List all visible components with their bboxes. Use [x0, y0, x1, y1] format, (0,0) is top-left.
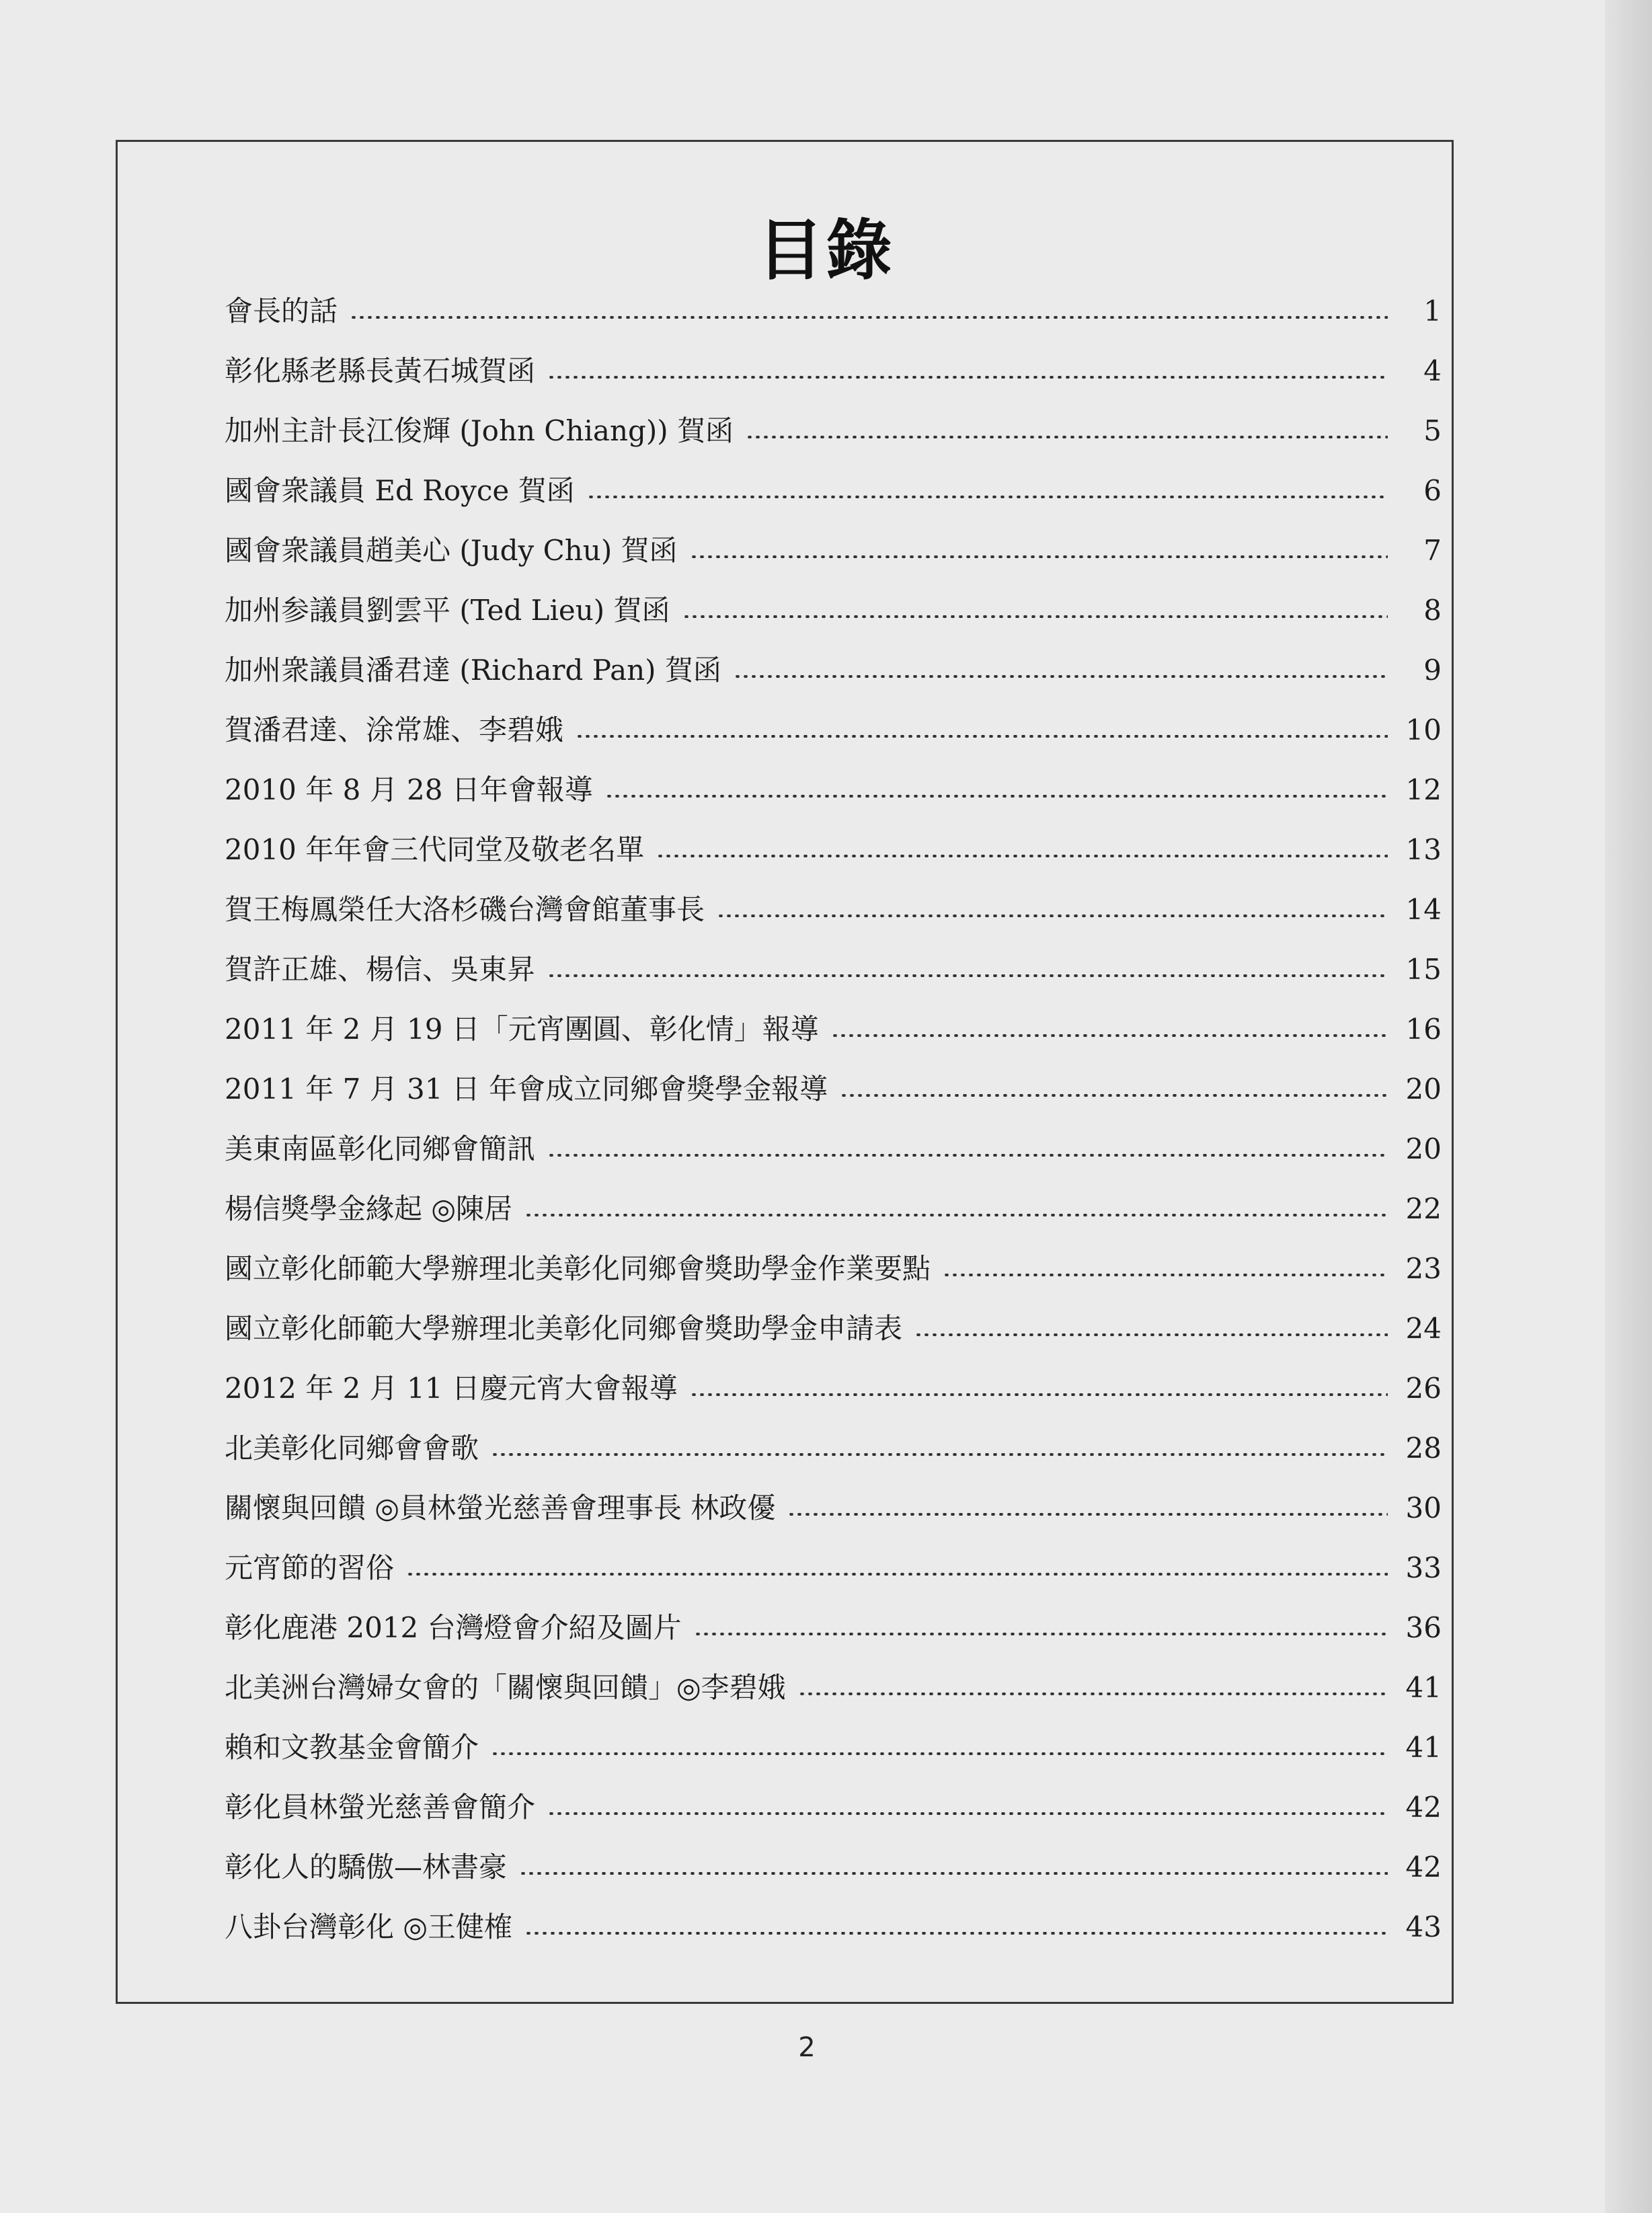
dot-leader — [798, 1693, 1388, 1695]
toc-entry[interactable] — [225, 401, 1442, 461]
toc-entry-page: 41 — [1405, 1731, 1442, 1764]
toc-entry[interactable] — [225, 1538, 1442, 1598]
dot-leader — [831, 1034, 1388, 1037]
toc-entry-title: 國立彰化師範大學辦理北美彰化同鄉會獎助學金申請表 — [225, 1312, 903, 1345]
toc-entry-page: 9 — [1423, 654, 1442, 687]
toc-entry[interactable] — [225, 880, 1442, 939]
toc-entry-title: 關懷與回饋 ◎員林螢光慈善會理事長 林政優 — [225, 1491, 776, 1524]
toc-entry[interactable] — [225, 1897, 1442, 1957]
dot-leader — [690, 1393, 1388, 1396]
toc-entry-title: 會長的話 — [225, 295, 338, 327]
toc-entry-page: 22 — [1405, 1192, 1442, 1225]
toc-entry[interactable] — [225, 700, 1442, 760]
toc-entry-title: 加州参議員劉雲平 (Ted Lieu) 賀函 — [225, 594, 670, 627]
dot-leader — [656, 855, 1388, 857]
toc-entry-page: 1 — [1423, 295, 1442, 327]
toc-entry-title: 美東南區彰化同鄉會簡訊 — [225, 1132, 536, 1165]
dot-leader — [914, 1333, 1388, 1336]
toc-entry[interactable] — [225, 1658, 1442, 1717]
toc-entry-page: 30 — [1405, 1491, 1442, 1524]
dot-leader — [547, 1154, 1388, 1157]
toc-entry[interactable] — [225, 640, 1442, 700]
toc-entry-page: 24 — [1405, 1312, 1442, 1345]
toc-entry-title: 彰化縣老縣長黃石城賀函 — [225, 354, 536, 387]
toc-entry-title: 國會衆議員 Ed Royce 賀函 — [225, 474, 575, 507]
toc-entry-title: 北美洲台灣婦女會的「關懷與回饋」◎李碧娥 — [225, 1671, 786, 1704]
dot-leader — [840, 1094, 1388, 1097]
dot-leader — [406, 1573, 1388, 1576]
dot-leader — [491, 1752, 1388, 1755]
dot-leader — [717, 915, 1388, 917]
toc-entry[interactable] — [225, 1777, 1442, 1837]
toc-entry[interactable] — [225, 1119, 1442, 1179]
dot-leader — [524, 1214, 1388, 1216]
toc-entry-title: 2012 年 2 月 11 日慶元宵大會報導 — [225, 1372, 678, 1405]
toc-list — [225, 281, 1442, 1957]
toc-entry-page: 10 — [1405, 713, 1442, 746]
toc-entry[interactable] — [225, 1179, 1442, 1239]
toc-entry-title: 2010 年年會三代同堂及敬老名單 — [225, 833, 645, 866]
dot-leader — [682, 615, 1388, 618]
toc-entry[interactable] — [225, 999, 1442, 1059]
toc-entry[interactable] — [225, 341, 1442, 401]
toc-entry-page: 16 — [1405, 1013, 1442, 1046]
toc-entry-title: 國立彰化師範大學辦理北美彰化同鄉會獎助學金作業要點 — [225, 1252, 931, 1285]
dot-leader — [746, 436, 1388, 438]
toc-entry-page: 20 — [1405, 1132, 1442, 1165]
toc-entry[interactable] — [225, 1358, 1442, 1418]
toc-entry-title: 賴和文教基金會簡介 — [225, 1731, 479, 1764]
dot-leader — [787, 1513, 1388, 1516]
toc-entry-page: 7 — [1423, 534, 1442, 567]
dot-leader — [350, 316, 1388, 319]
toc-entry-title: 賀潘君達、涂常雄、李碧娥 — [225, 713, 564, 746]
toc-entry-page: 41 — [1405, 1671, 1442, 1704]
toc-entry-page: 43 — [1405, 1910, 1442, 1943]
toc-entry[interactable] — [225, 1418, 1442, 1478]
toc-entry-page: 15 — [1405, 953, 1442, 986]
toc-entry[interactable] — [225, 1478, 1442, 1538]
dot-leader — [734, 675, 1388, 678]
dot-leader — [547, 1812, 1388, 1815]
toc-entry-page: 23 — [1405, 1252, 1442, 1285]
toc-entry-page: 42 — [1405, 1851, 1442, 1884]
toc-entry-title: 賀許正雄、楊信、吳東昇 — [225, 953, 536, 986]
toc-entry-page: 13 — [1405, 833, 1442, 866]
toc-entry[interactable] — [225, 1239, 1442, 1298]
toc-entry-title: 賀王梅鳳榮任大洛杉磯台灣會館董事長 — [225, 893, 705, 926]
toc-entry-page: 28 — [1405, 1432, 1442, 1465]
toc-entry-title: 北美彰化同鄉會會歌 — [225, 1432, 479, 1465]
toc-entry-page: 4 — [1423, 354, 1442, 387]
dot-leader — [547, 376, 1388, 379]
toc-entry-page: 12 — [1405, 773, 1442, 806]
toc-entry-title: 加州衆議員潘君達 (Richard Pan) 賀函 — [225, 654, 721, 687]
toc-entry[interactable] — [225, 580, 1442, 640]
toc-entry-title: 2011 年 2 月 19 日「元宵團圓、彰化情」報導 — [225, 1013, 819, 1046]
toc-entry-title: 彰化鹿港 2012 台灣燈會介紹及圖片 — [225, 1611, 682, 1644]
toc-entry-page: 5 — [1423, 414, 1442, 447]
toc-entry[interactable] — [225, 1059, 1442, 1119]
toc-entry[interactable] — [225, 1717, 1442, 1777]
toc-entry[interactable] — [225, 939, 1442, 999]
toc-entry-page: 6 — [1423, 474, 1442, 507]
toc-entry-page: 36 — [1405, 1611, 1442, 1644]
dot-leader — [576, 735, 1388, 738]
toc-entry-page: 14 — [1405, 893, 1442, 926]
toc-entry-title: 彰化人的驕傲—林書豪 — [225, 1851, 508, 1884]
toc-entry-page: 20 — [1405, 1073, 1442, 1105]
dot-leader — [690, 555, 1388, 558]
toc-entry-title: 楊信獎學金緣起 ◎陳居 — [225, 1192, 512, 1225]
page-title: 目錄 — [757, 211, 895, 289]
dot-leader — [491, 1453, 1388, 1456]
toc-entry-title: 加州主計長江俊輝 (John Chiang)) 賀函 — [225, 414, 734, 447]
toc-entry-title: 國會衆議員趙美心 (Judy Chu) 賀函 — [225, 534, 678, 567]
toc-entry-title: 彰化員林螢光慈善會簡介 — [225, 1791, 536, 1824]
toc-entry[interactable] — [225, 520, 1442, 580]
page-number: 2 — [798, 2032, 816, 2063]
dot-leader — [943, 1274, 1388, 1276]
toc-entry-title: 元宵節的習俗 — [225, 1551, 395, 1584]
page-edge — [1605, 0, 1652, 2213]
toc-entry[interactable] — [225, 1837, 1442, 1897]
toc-entry[interactable] — [225, 1598, 1442, 1658]
toc-entry-page: 42 — [1405, 1791, 1442, 1824]
toc-entry[interactable] — [225, 1298, 1442, 1358]
toc-entry-page: 33 — [1405, 1551, 1442, 1584]
toc-entry[interactable] — [225, 281, 1442, 341]
toc-entry[interactable] — [225, 760, 1442, 820]
dot-leader — [605, 795, 1388, 798]
toc-entry-page: 8 — [1423, 594, 1442, 627]
dot-leader — [519, 1872, 1388, 1875]
dot-leader — [694, 1633, 1388, 1635]
toc-entry[interactable] — [225, 461, 1442, 520]
toc-entry-title: 2011 年 7 月 31 日 年會成立同鄉會獎學金報導 — [225, 1073, 828, 1105]
toc-entry-title: 八卦台灣彰化 ◎王健榷 — [225, 1910, 512, 1943]
dot-leader — [524, 1932, 1388, 1935]
dot-leader — [547, 974, 1388, 977]
toc-entry-page: 26 — [1405, 1372, 1442, 1405]
dot-leader — [587, 496, 1388, 498]
toc-entry-title: 2010 年 8 月 28 日年會報導 — [225, 773, 593, 806]
toc-entry[interactable] — [225, 820, 1442, 880]
